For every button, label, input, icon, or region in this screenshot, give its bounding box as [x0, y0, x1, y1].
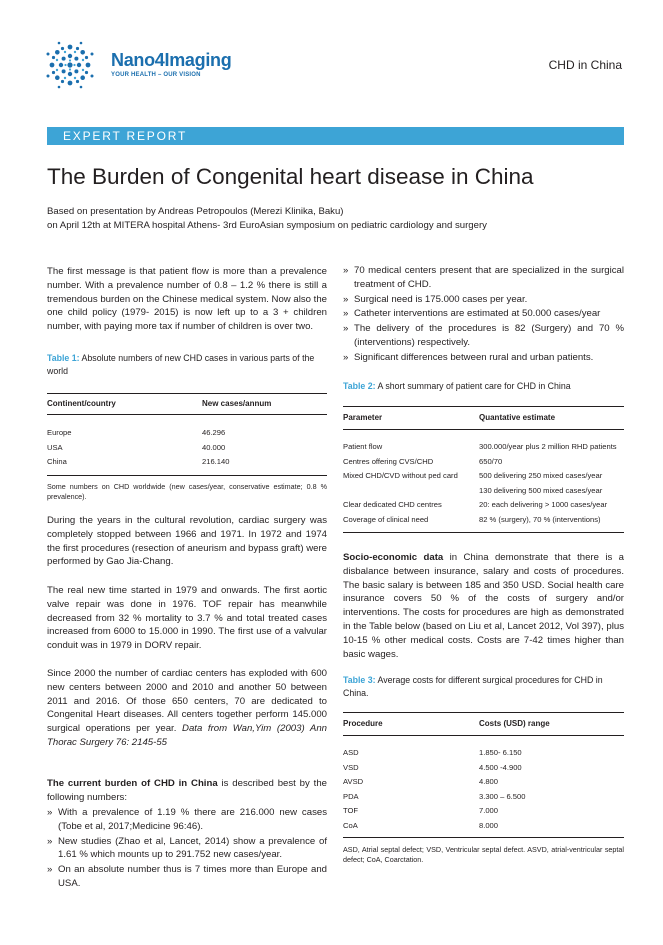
- table-row: [343, 456, 624, 471]
- list-item: [343, 307, 624, 321]
- table3-cell: 4.800: [479, 777, 499, 786]
- table3-cell: 7.000: [479, 806, 499, 815]
- bullet-icon: »: [47, 864, 53, 876]
- report-type-label: EXPERT REPORT: [63, 129, 188, 143]
- table3-col1-header: Procedure: [343, 719, 383, 728]
- table3-note: ASD, Atrial septal defect; VSD, Ventricular septal defect. ASVD, atrial-ventricular septal defect; CoA, Coarctation.: [343, 845, 624, 864]
- bullet-icon: »: [343, 351, 349, 363]
- table1-cell: Europe: [47, 428, 72, 437]
- brand-logo-icon: [45, 40, 115, 90]
- table-row: [343, 747, 624, 762]
- table1-cell: 216.140: [202, 457, 230, 466]
- table3-caption: [343, 674, 624, 700]
- table1-cell: 40.000: [202, 442, 226, 452]
- burden-heading: The current burden of CHD in China: [47, 778, 218, 789]
- burden-list: [47, 806, 327, 892]
- since-2000-paragraph: [47, 667, 327, 750]
- table2-col2-header: Quantative estimate: [479, 413, 556, 422]
- table1: [47, 393, 327, 476]
- table3-cell: 4.500 -4.900: [479, 762, 522, 772]
- table2-cell: Coverage of clinical need: [343, 514, 429, 524]
- table3-cell: VSD: [343, 762, 359, 772]
- table2-cell: 82 % (surgery), 70 % (interventions): [479, 514, 601, 524]
- list-item: [343, 322, 624, 350]
- bullet-icon: »: [47, 807, 53, 818]
- revolution-paragraph: During the years in the cultural revolution, cardiac surgery was completely stopped between 1966 and 1971. In 1972 and 1974 the first procedures (resection of aneurism and bypass graft) were performed by Gao Jia-Chang.: [47, 515, 327, 568]
- socio-economic-heading: Socio-economic data: [343, 552, 444, 563]
- table3-cell: TOF: [343, 806, 359, 815]
- table1-cell: USA: [47, 442, 63, 452]
- table-row: [343, 441, 624, 456]
- bullet-icon: »: [343, 323, 349, 335]
- table2-caption: [343, 380, 624, 393]
- table-row: [47, 442, 327, 457]
- bullet-icon: »: [343, 308, 349, 320]
- table3-bottom-rule: [343, 837, 624, 838]
- table1-col1-header: Continent/country: [47, 399, 116, 408]
- brand-name: Nano4Imaging: [111, 50, 232, 70]
- socio-economic-paragraph: [343, 551, 624, 661]
- table-row: [47, 427, 327, 442]
- table2-cell: Mixed CHD/CVD without ped card: [343, 471, 458, 480]
- list-item-text: Significant differences between rural and urban patients.: [354, 351, 594, 363]
- table3: [343, 712, 624, 838]
- table3-cell: CoA: [343, 820, 358, 830]
- table3-col2-header: Costs (USD) range: [479, 719, 550, 728]
- list-item-text: On an absolute number thus is 7 times more than Europe and USA.: [58, 864, 327, 889]
- burden-paragraph: [47, 777, 327, 805]
- table1-bottom-rule: [47, 475, 327, 476]
- table2-cell: 300.000/year plus 2 million RHD patients: [479, 442, 617, 451]
- table-row: [343, 470, 624, 485]
- table-row: [47, 456, 327, 471]
- bullet-icon: »: [47, 835, 53, 847]
- list-item: [47, 806, 327, 834]
- byline-line-2: on April 12th at MITERA hospital Athens- 3rd EuroAsian symposium on pediatric cardiology and surgery: [47, 220, 487, 231]
- brand-wordmark: [111, 50, 231, 78]
- table-row: [343, 791, 624, 806]
- since-2000-text: Since 2000 the number of cardiac centers has exploded with 600 new centers between 2000 and 2010 and another 50 between 2011 and 2016. Of those 650 centers, 70 are dedicated to Congenital Heart diseases. All centers together perform 145.000 surgical operations per year.: [47, 668, 327, 735]
- table1-header-row: [47, 393, 327, 415]
- article-byline: [47, 205, 637, 233]
- table3-cell: 3.300 – 6.500: [479, 791, 526, 801]
- table2-cell: 130 delivering 500 mixed cases/year: [479, 485, 603, 495]
- table2: [343, 406, 624, 533]
- summary-list: [343, 264, 624, 366]
- since-2000-source: Data from Wan,Yim (2003) Ann Thorac Surgery 76: 2145-55: [47, 723, 327, 748]
- table3-caption-text: Average costs for different surgical procedures for CHD in China.: [343, 675, 603, 698]
- bullet-icon: »: [343, 293, 349, 305]
- list-item-text: The delivery of the procedures is 82 (Surgery) and 70 % (interventions) respectively.: [354, 323, 624, 348]
- table2-label: Table 2:: [343, 381, 376, 391]
- table1-cell: China: [47, 457, 67, 466]
- table2-cell: 20: each delivering > 1000 cases/year: [479, 500, 608, 509]
- byline-line-1: Based on presentation by Andreas Petropoulos (Merezi Klinika, Baku): [47, 206, 344, 217]
- table2-cell: Centres offering CVS/CHD: [343, 456, 434, 466]
- bullet-icon: »: [343, 265, 349, 276]
- table3-cell: AVSD: [343, 777, 364, 786]
- table2-col1-header: Parameter: [343, 413, 383, 422]
- table2-cell: Clear dedicated CHD centres: [343, 500, 442, 509]
- list-item-text: 70 medical centers present that are specialized in the surgical treatment of CHD.: [354, 265, 624, 290]
- table1-caption-text: Absolute numbers of new CHD cases in various parts of the world: [47, 353, 315, 376]
- table2-cell: Patient flow: [343, 442, 383, 451]
- table1-col2-header: New cases/annum: [202, 399, 272, 408]
- real-time-paragraph: The real new time started in 1979 and onwards. The first aortic valve repair was done in 1976. TOF repair has meanwhile decreased from 32 % mortality to 3.7 % and total treated cases increased from 6000 to 15.000 in 1990. The first use of a valvular conduit was in 1979 in DORV repair.: [47, 585, 327, 652]
- table1-cell: 46.296: [202, 428, 226, 437]
- brand-tagline: YOUR HEALTH – OUR VISION: [111, 72, 201, 78]
- list-item-text: Surgical need is 175.000 cases per year.: [354, 293, 528, 305]
- table-row: [343, 514, 624, 529]
- burden-intro: is described best by the following numbers:: [47, 778, 327, 803]
- list-item: [47, 835, 327, 863]
- table1-note: Some numbers on CHD worldwide (new cases/year, conservative estimate; 0.8 % prevalence).: [47, 482, 327, 501]
- intro-paragraph: The first message is that patient flow is more than a prevalence number. With a prevalence number of 0.8 – 1.2 % there is still a tremendous burden on the Chinese medical system. Now also the one child policy (1979- 2015) is now left up to a 3 + children number, with paying more tax if number of children is over two.: [47, 266, 327, 333]
- table3-cell: PDA: [343, 791, 359, 801]
- table2-caption-text: A short summary of patient care for CHD in China: [375, 381, 571, 391]
- report-type-banner: [47, 128, 624, 145]
- table-row: [343, 485, 624, 500]
- table-row: [343, 776, 624, 791]
- list-item-text: New studies (Zhao et al, Lancet, 2014) show a prevalence of 1.61 % which mounts up to 291.752 new cases/year.: [58, 835, 327, 861]
- list-item-text: Catheter interventions are estimated at 50.000 cases/year: [354, 308, 601, 320]
- table2-cell: 650/70: [479, 456, 503, 466]
- list-item: [343, 264, 624, 292]
- list-item-text: With a prevalence of 1.19 % there are 216.000 new cases (Tobe et al, 2017;Medicine 96:46).: [58, 807, 327, 832]
- table1-label: Table 1:: [47, 353, 80, 363]
- table3-cell: 1.850- 6.150: [479, 748, 522, 757]
- table2-bottom-rule: [343, 532, 624, 533]
- list-item: [47, 863, 327, 891]
- table3-cell: 8.000: [479, 820, 499, 830]
- section-label: CHD in China: [548, 58, 622, 72]
- page-title: The Burden of Congenital heart disease in China: [47, 164, 534, 189]
- table2-cell: 500 delivering 250 mixed cases/year: [479, 471, 603, 480]
- socio-economic-text: in China demonstrate that there is a disbalance between insurance, salary and costs of procedures. The basic salary is between 185 and 350 USD. Social health care insurance covers 50 % of the costs of surgery and/or interventions. The costs for procedures are high as demonstrated in the Table below (based on Liu et al, Lancet 2012, Vol 397), plus 10-15 % other medical costs. Costs are 7-42 times higher than basic wages.: [343, 552, 625, 660]
- table-row: [343, 820, 624, 835]
- table1-caption: [47, 352, 327, 378]
- table-row: [343, 762, 624, 777]
- table3-header-row: [343, 712, 624, 736]
- list-item: [343, 351, 624, 365]
- list-item: [343, 293, 624, 307]
- table-row: [343, 499, 624, 514]
- table-row: [343, 805, 624, 820]
- table2-header-row: [343, 406, 624, 430]
- table3-label: Table 3:: [343, 675, 376, 685]
- table3-cell: ASD: [343, 748, 359, 757]
